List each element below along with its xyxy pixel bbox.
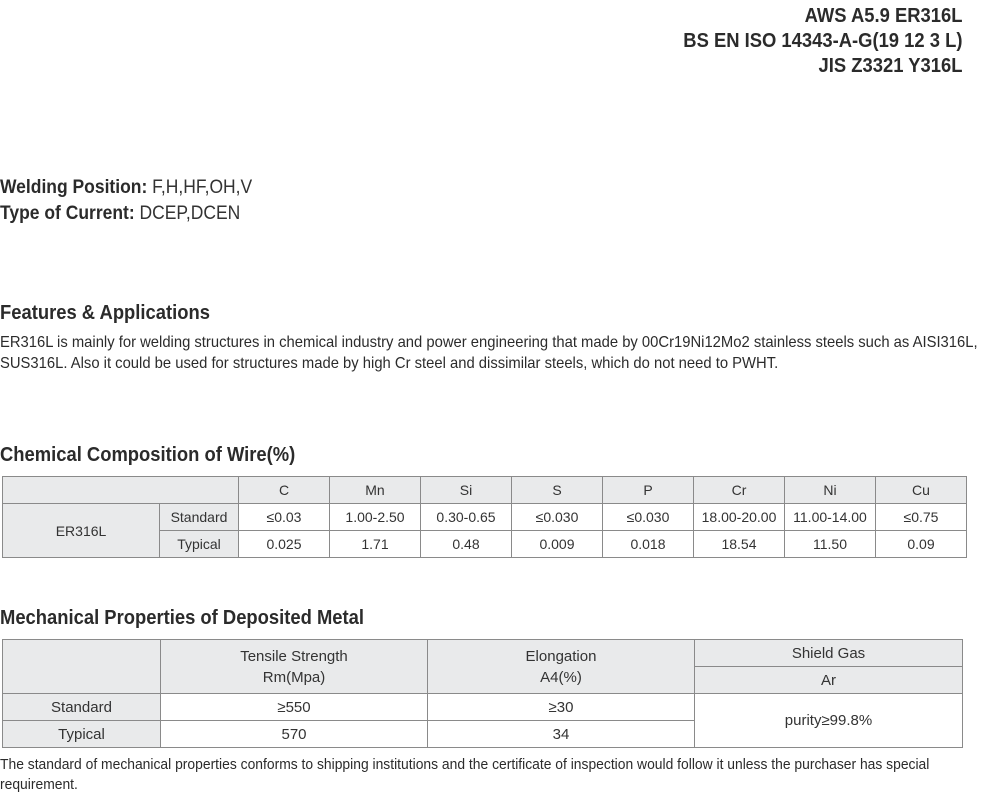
standard-value-cu: ≤0.75 <box>876 504 967 531</box>
elongation-label: Elongation <box>525 647 597 665</box>
welding-position-value: F,H,HF,OH,V <box>152 177 253 198</box>
features-title: Features & Applications <box>0 302 210 324</box>
typical-value-cu: 0.09 <box>876 531 967 558</box>
mechanical-typical-label: Typical <box>3 721 161 748</box>
features-text: ER316L is mainly for welding structures in chemical industry and power engineering that made by 00Cr19Ni12Mo2 stainless steels such as AISI316L, SUS316L. Also it could be used for structures made by high Cr steel and dissimilar steels, which do not need to PWHT. <box>0 334 978 372</box>
standard-elongation-value: ≥30 <box>428 694 695 721</box>
element-header-cr: Cr <box>694 477 785 504</box>
standard-value-s: ≤0.030 <box>512 504 603 531</box>
standard-jis: JIS Z3321 Y316L <box>818 55 962 77</box>
tensile-strength-label: Tensile Strength <box>240 647 348 665</box>
current-type-value: DCEP,DCEN <box>139 203 241 224</box>
typical-value-si: 0.48 <box>421 531 512 558</box>
typical-value-s: 0.009 <box>512 531 603 558</box>
standard-value-si: 0.30-0.65 <box>421 504 512 531</box>
element-header-c: C <box>239 477 330 504</box>
typical-value-cr: 18.54 <box>694 531 785 558</box>
standard-value-p: ≤0.030 <box>603 504 694 531</box>
chemical-standard-row <box>3 504 967 531</box>
element-header-cu: Cu <box>876 477 967 504</box>
standard-value-c: ≤0.03 <box>239 504 330 531</box>
standard-bs-en-iso: BS EN ISO 14343-A-G(19 12 3 L) <box>682 30 962 52</box>
typical-tensile-value: 570 <box>161 721 428 748</box>
standard-aws: AWS A5.9 ER316L <box>804 5 962 27</box>
chemical-title: Chemical Composition of Wire(%) <box>0 444 296 466</box>
shield-gas-header: Shield Gas <box>695 640 963 667</box>
tensile-strength-unit: Rm(Mpa) <box>262 668 326 686</box>
standards-block <box>683 4 962 79</box>
elongation-unit: A4(%) <box>540 668 582 686</box>
grade-cell: ER316L <box>3 504 160 558</box>
mechanical-header-row-1 <box>3 640 963 667</box>
gas-purity-cell: purity≥99.8% <box>695 694 963 748</box>
chemical-header-row <box>3 477 967 504</box>
welding-info <box>0 175 274 227</box>
standard-tensile-value: ≥550 <box>161 694 428 721</box>
typical-elongation-value: 34 <box>428 721 695 748</box>
tensile-strength-header <box>161 640 428 694</box>
current-type-row <box>0 201 252 227</box>
element-header-ni: Ni <box>785 477 876 504</box>
typical-value-mn: 1.71 <box>330 531 421 558</box>
chemical-corner-cell <box>3 477 239 504</box>
mechanical-note: The standard of mechanical properties conforms to shipping institutions and the certificate of inspection would follow it unless the purchaser has special requirement. <box>0 756 930 793</box>
mechanical-properties-table <box>2 639 963 748</box>
mechanical-corner-cell <box>3 640 161 694</box>
element-header-mn: Mn <box>330 477 421 504</box>
typical-label: Typical <box>160 531 239 558</box>
standard-label: Standard <box>160 504 239 531</box>
chemical-composition-table <box>2 476 967 558</box>
welding-position-row <box>0 175 252 201</box>
standard-value-cr: 18.00-20.00 <box>694 504 785 531</box>
mechanical-standard-row <box>3 694 963 721</box>
welding-position-label: Welding Position: <box>0 177 148 198</box>
element-header-s: S <box>512 477 603 504</box>
typical-value-c: 0.025 <box>239 531 330 558</box>
shield-gas-value: Ar <box>695 667 963 694</box>
standard-value-ni: 11.00-14.00 <box>785 504 876 531</box>
element-header-si: Si <box>421 477 512 504</box>
mechanical-title: Mechanical Properties of Deposited Metal <box>0 607 365 629</box>
standard-value-mn: 1.00-2.50 <box>330 504 421 531</box>
typical-value-ni: 11.50 <box>785 531 876 558</box>
current-type-label: Type of Current: <box>0 203 135 224</box>
typical-value-p: 0.018 <box>603 531 694 558</box>
element-header-p: P <box>603 477 694 504</box>
elongation-header <box>428 640 695 694</box>
mechanical-standard-label: Standard <box>3 694 161 721</box>
